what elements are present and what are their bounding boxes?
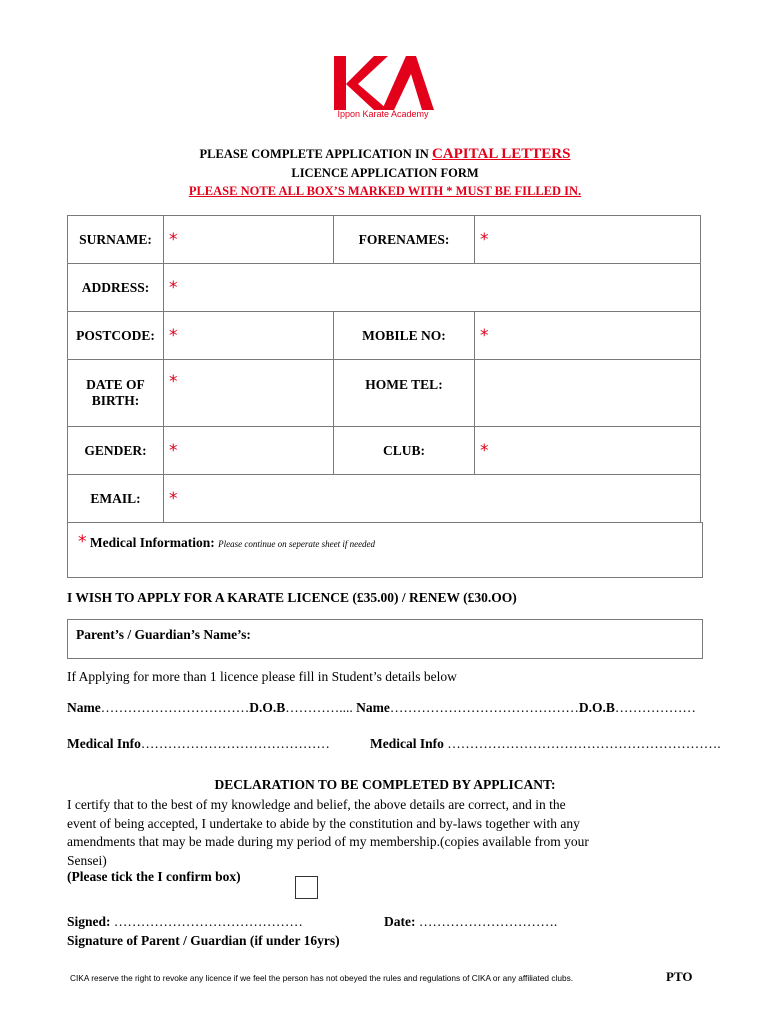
dob-field[interactable] (164, 360, 334, 427)
student2-medical-line (370, 736, 721, 752)
confirm-checkbox[interactable] (295, 876, 318, 899)
club-field[interactable] (475, 427, 701, 475)
student1-name-label: Name (67, 700, 101, 715)
required-star: * (480, 325, 489, 346)
pto-label: PTO (666, 969, 693, 984)
tick-confirm-label: (Please tick the I confirm box) (67, 869, 241, 884)
required-star: * (480, 229, 489, 250)
medical-info-label: Medical Information: (89, 535, 215, 550)
home-tel-field[interactable] (475, 360, 701, 427)
mobile-label: MOBILE NO: (334, 312, 475, 360)
club-label: CLUB: (334, 427, 475, 475)
student-name-dob-line (67, 700, 696, 716)
gender-field[interactable] (164, 427, 334, 475)
surname-field[interactable] (164, 216, 334, 264)
declaration-line: I certify that to the best of my knowledge and belief, the above details are correct, and in the (67, 797, 566, 812)
surname-label: SURNAME: (68, 216, 164, 264)
required-note: PLEASE NOTE ALL BOX’S MARKED WITH * MUST BE FILLED IN. (188, 184, 582, 198)
declaration-line: amendments that may be made during my period of my membership.(copies available from your (67, 834, 589, 849)
email-label: EMAIL: (68, 475, 164, 523)
declaration-title: DECLARATION TO BE COMPLETED BY APPLICANT: (214, 777, 556, 792)
declaration-text (67, 796, 589, 870)
email-field[interactable] (164, 475, 701, 523)
address-field[interactable] (164, 264, 701, 312)
student1-medical-blank[interactable]: …………………………………… (140, 736, 330, 751)
postcode-field[interactable] (164, 312, 334, 360)
date-blank[interactable]: …………………………. (415, 914, 558, 929)
gender-label: GENDER: (68, 427, 164, 475)
medical-info-note: Please continue on seperate sheet if needed (218, 539, 376, 549)
required-star: * (169, 372, 178, 392)
student1-dob-label: D.O.B (249, 700, 286, 715)
address-label: ADDRESS: (68, 264, 164, 312)
required-star: * (78, 532, 87, 552)
instructions-prefix: PLEASE COMPLETE APPLICATION IN (199, 147, 429, 161)
forenames-field[interactable] (475, 216, 701, 264)
student1-medical-line (67, 736, 330, 752)
student2-dob-label: D.O.B (578, 700, 615, 715)
footer-disclaimer: CIKA reserve the right to revoke any licence if we feel the person has not obeyed the rules and regulations of CIKA or any affiliated clubs. (70, 973, 574, 983)
dob-label (68, 360, 164, 427)
home-tel-label: HOME TEL: (334, 360, 475, 427)
required-star: * (169, 277, 178, 298)
date-label: Date: (384, 914, 416, 929)
medical-info-label-row (78, 532, 375, 552)
student1-name-blank[interactable]: …………………………… (100, 700, 250, 715)
guardian-signature-label: Signature of Parent / Guardian (if under 16yrs) (67, 933, 340, 948)
required-star: * (169, 229, 178, 250)
form-title: LICENCE APPLICATION FORM (291, 166, 479, 180)
signature-blank[interactable]: …………………………………… (110, 914, 303, 929)
multiple-licence-note: If Applying for more than 1 licence please fill in Student’s details below (67, 669, 457, 684)
student2-medical-blank[interactable]: ……………………………………………………. (443, 736, 721, 751)
student1-medical-label: Medical Info (67, 736, 141, 751)
required-star: * (169, 440, 178, 461)
student2-medical-label: Medical Info (370, 736, 444, 751)
signed-line (67, 914, 303, 930)
licence-apply-statement: I WISH TO APPLY FOR A KARATE LICENCE (£35.00) / RENEW (£30.OO) (67, 590, 517, 605)
student1-dob-blank[interactable]: ………….... (285, 700, 353, 715)
dob-label-line2: BIRTH: (91, 393, 140, 408)
student2-name-label: Name (352, 700, 390, 715)
logo-tagline: Ippon Karate Academy (337, 109, 429, 119)
capital-letters-note: CAPITAL LETTERS (431, 146, 571, 162)
postcode-label: POSTCODE: (68, 312, 164, 360)
required-star: * (480, 440, 489, 461)
instructions-line (0, 146, 770, 163)
dob-label-line1: DATE OF (86, 377, 145, 392)
date-line (384, 914, 557, 930)
student2-dob-blank[interactable]: ……………… (614, 700, 696, 715)
required-star: * (169, 325, 178, 346)
required-star: * (169, 488, 178, 509)
signed-label: Signed: (67, 914, 111, 929)
declaration-line: Sensei) (67, 852, 107, 868)
declaration-line: event of being accepted, I undertake to abide by the constitution and by-laws together with any (67, 815, 580, 831)
mobile-field[interactable] (475, 312, 701, 360)
student2-name-blank[interactable]: …………………………………… (389, 700, 579, 715)
applicant-details-table (67, 215, 701, 523)
guardian-name-label: Parent’s / Guardian’s Name’s: (76, 627, 251, 642)
forenames-label: FORENAMES: (334, 216, 475, 264)
